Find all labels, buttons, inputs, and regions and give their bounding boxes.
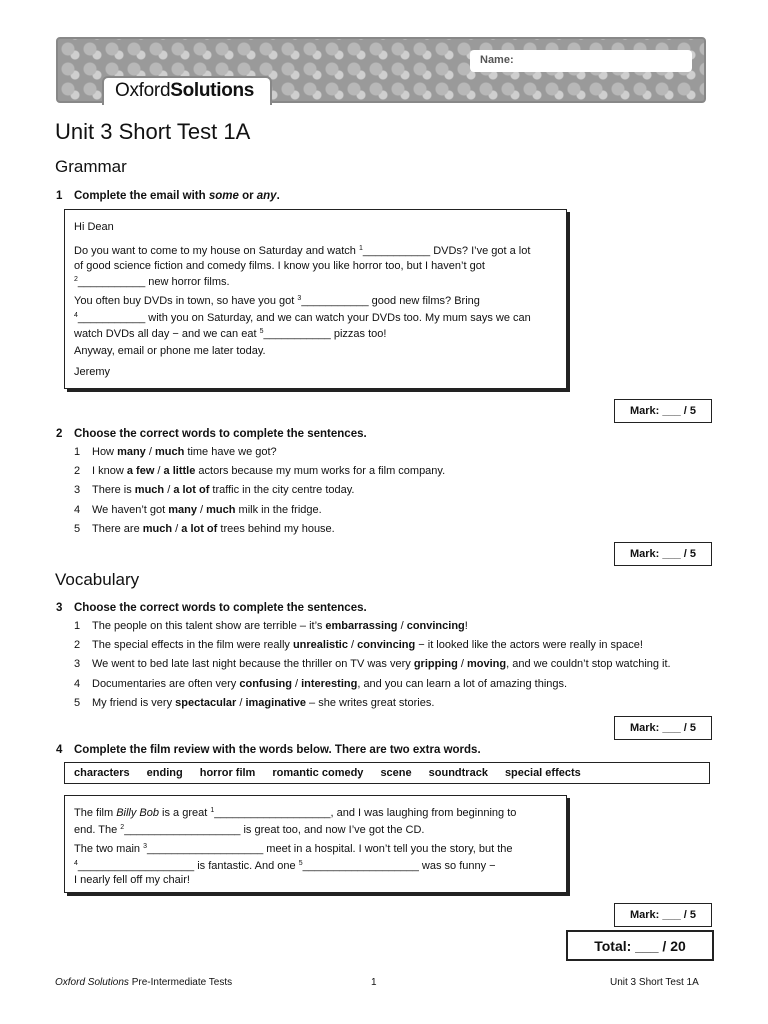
total-score-box: Total: ___ / 20 [566, 930, 714, 961]
vocabulary-heading: Vocabulary [55, 570, 140, 589]
list-item: 5 My friend is very spectacular / imaginative – she writes great stories. [74, 697, 435, 709]
word-bank-item: horror film [199, 767, 256, 779]
question-1-instruction: 1 Complete the email with some or any. [56, 190, 280, 202]
word-bank [64, 762, 710, 784]
email-paragraph-1: Do you want to come to my house on Saturday and watch $^1$___________ DVDs? I’ve got a lot of good science fiction and comedy films. I know you like horror too, but I haven’t got $^2$___________ new horror films. [74, 245, 531, 288]
mark-box-q3: Mark: ___ / 5 [614, 716, 712, 740]
list-item: 4 Documentaries are often very confusing / interesting, and you can learn a lot of amazing things. [74, 678, 568, 690]
list-item: 1 How many / much time have we got? [74, 446, 277, 458]
footer-right: Unit 3 Short Test 1A [610, 977, 699, 988]
question-3-instruction: 3 Choose the correct words to complete the sentences. [56, 602, 367, 614]
footer-left: Oxford Solutions Pre-Intermediate Tests [55, 977, 233, 988]
mark-box-q2: Mark: ___ / 5 [614, 542, 712, 566]
list-item: 2 I know a few / a little actors because my mum works for a film company. [74, 465, 446, 477]
email-paragraph-2: You often buy DVDs in town, so have you got $^3$___________ good new films? Bring $^4$___________ with you on Saturday, and we can watch your DVDs too. My mum says we can watch DVDs all day − and we can eat $^5$___________ pizzas too! [74, 295, 531, 340]
word-bank-item: ending [146, 767, 183, 779]
list-item: 2 The special effects in the film were really unrealistic / convincing − it looked like the actors were really in space! [74, 639, 643, 651]
word-bank-item: characters [74, 767, 130, 779]
list-item: 1 The people on this talent show are terrible – it’s embarrassing / convincing! [74, 620, 468, 632]
word-bank-item: soundtrack [428, 767, 488, 779]
word-bank-item: romantic comedy [272, 767, 364, 779]
list-item: 3 We went to bed late last night because the thriller on TV was very gripping / moving, and we couldn’t stop watching it. [74, 658, 671, 670]
question-4-instruction: 4 Complete the film review with the words below. There are two extra words. [56, 744, 481, 756]
email-paragraph-3: Anyway, email or phone me later today. [74, 345, 266, 357]
review-paragraph-1: The film Billy Bob is a great $^1$___________________, and I was laughing from beginning to end. The $^2$___________________ is great too, and now I’ve got the CD. [74, 807, 517, 836]
word-bank-item: scene [380, 767, 412, 779]
brand-logo: OxfordSolutions [115, 80, 255, 101]
question-2-instruction: 2 Choose the correct words to complete the sentences. [56, 428, 367, 440]
email-signature: Jeremy [74, 366, 111, 378]
list-item: 3 There is much / a lot of traffic in the city centre today. [74, 484, 355, 496]
page-title: Unit 3 Short Test 1A [55, 119, 251, 144]
name-label: Name: [480, 54, 514, 66]
mark-box-q1: Mark: ___ / 5 [614, 399, 712, 423]
list-item: 4 We haven’t got many / much milk in the fridge. [74, 504, 322, 516]
page-number: 1 [371, 977, 377, 988]
mark-box-q4: Mark: ___ / 5 [614, 903, 712, 927]
review-paragraph-2: The two main $^3$___________________ meet in a hospital. I won’t tell you the story, but the $^4$___________________ is fantastic. And one $^5$___________________ was so funny − I nearly fell off my chair! [74, 843, 513, 886]
email-greeting: Hi Dean [74, 221, 114, 233]
grammar-heading: Grammar [55, 157, 127, 176]
word-bank-item: special effects [504, 767, 581, 779]
list-item: 5 There are much / a lot of trees behind my house. [74, 523, 335, 535]
